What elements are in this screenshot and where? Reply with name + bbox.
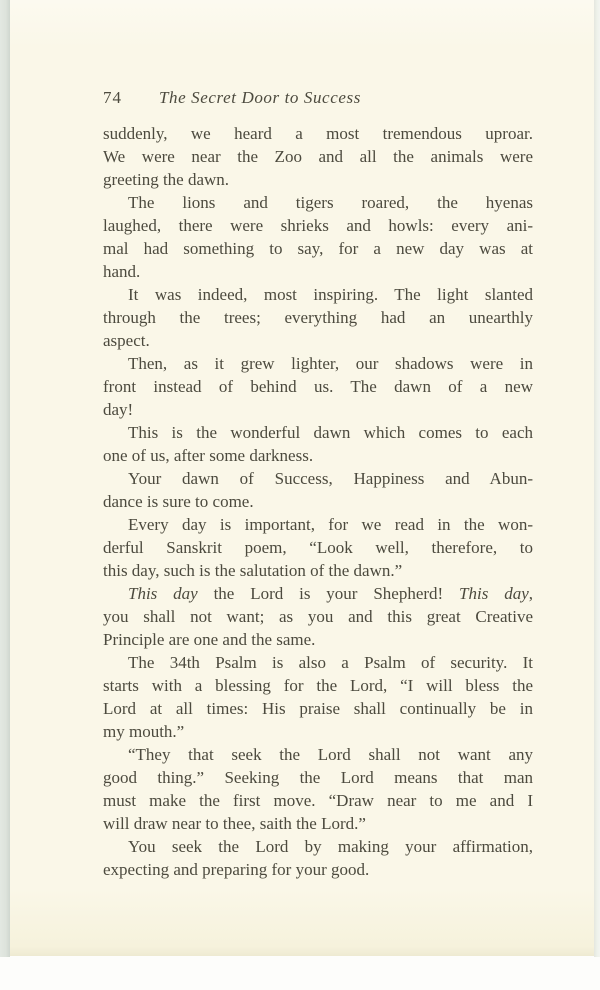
text-line: greeting the dawn. (103, 170, 230, 189)
text-line: hand. (103, 262, 141, 281)
scan-edge-right (594, 0, 600, 957)
text-line: good thing.” Seeking the Lord means that man (103, 768, 533, 787)
text-line: will draw near to thee, saith the Lord.” (103, 814, 366, 833)
text-line: through the trees; everything had an unearthly (103, 308, 533, 327)
text-line: laughed, there were shrieks and howls: every ani- (103, 216, 533, 235)
book-page (10, 0, 594, 956)
text-line: “They that seek the Lord shall not want any (128, 745, 533, 764)
scan-edge-bottom (0, 957, 600, 990)
text-line: aspect. (103, 331, 150, 350)
text-line: must make the first move. “Draw near to me and I (103, 791, 533, 810)
text-line: This is the wonderful dawn which comes to each (128, 423, 533, 442)
text-line: It was indeed, most inspiring. The light slanted (128, 285, 533, 304)
text-line: The lions and tigers roared, the hyenas (128, 193, 533, 212)
text-line: Then, as it grew lighter, our shadows were in (128, 354, 533, 373)
text-line: mal had something to say, for a new day was at (103, 239, 533, 258)
text-line: suddenly, we heard a most tremendous uproar. (103, 124, 533, 143)
page-header (103, 86, 535, 109)
page-body-text (103, 122, 533, 881)
text-line: derful Sanskrit poem, “Look well, therefore, to (103, 538, 533, 557)
text-line: You seek the Lord by making your affirmation, (128, 837, 533, 856)
text-line: my mouth.” (103, 722, 185, 741)
text-line: Your dawn of Success, Happiness and Abun- (128, 469, 533, 488)
text-line: The 34th Psalm is also a Psalm of security. It (128, 653, 533, 672)
text-line: this day, such is the salutation of the dawn.” (103, 561, 403, 580)
text-line: Every day is important, for we read in the won- (128, 515, 533, 534)
text-line: Lord at all times: His praise shall continually be in (103, 699, 533, 718)
text-line: day! (103, 400, 134, 419)
running-title: The Secret Door to Success (159, 88, 361, 107)
page-number: 74 (103, 88, 122, 107)
text-line: starts with a blessing for the Lord, “I will bless the (103, 676, 533, 695)
text-line: front instead of behind us. The dawn of a new (103, 377, 533, 396)
text-line: dance is sure to come. (103, 492, 254, 511)
text-line: Principle are one and the same. (103, 630, 316, 649)
text-line: one of us, after some darkness. (103, 446, 314, 465)
text-line: We were near the Zoo and all the animals were (103, 147, 533, 166)
scan-edge-left (0, 0, 10, 957)
text-line: you shall not want; as you and this great Creative (103, 607, 533, 626)
text-line: expecting and preparing for your good. (103, 860, 370, 879)
text-line: This day the Lord is your Shepherd! This day, (128, 584, 533, 603)
